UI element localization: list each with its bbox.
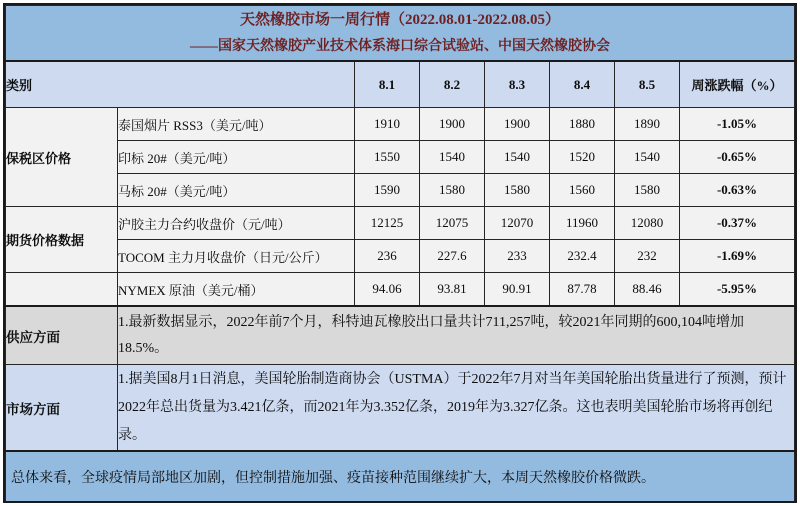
column-header-date-1: 8.1 bbox=[355, 61, 420, 108]
price-cell: 11960 bbox=[550, 207, 615, 240]
category-cell-empty bbox=[6, 273, 118, 307]
column-header-category: 类别 bbox=[6, 61, 355, 108]
weekly-change-cell: -5.95% bbox=[680, 273, 795, 307]
price-cell: 12080 bbox=[615, 207, 680, 240]
rubber-weekly-report-table bbox=[5, 5, 795, 501]
supply-section-label: 供应方面 bbox=[6, 306, 118, 365]
price-cell: 1520 bbox=[550, 141, 615, 174]
price-cell: 1540 bbox=[420, 141, 485, 174]
report-title: 天然橡胶市场一周行情（2022.08.01-2022.08.05） bbox=[240, 12, 560, 28]
weekly-change-cell: -0.63% bbox=[680, 174, 795, 207]
report-frame bbox=[3, 3, 797, 503]
price-cell: 1580 bbox=[485, 174, 550, 207]
price-cell: 12125 bbox=[355, 207, 420, 240]
price-cell: 87.78 bbox=[550, 273, 615, 307]
item-label: 印标 20#（美元/吨） bbox=[118, 141, 355, 174]
weekly-change-cell: -1.05% bbox=[680, 108, 795, 141]
price-cell: 94.06 bbox=[355, 273, 420, 307]
report-subtitle: ——国家天然橡胶产业技术体系海口综合试验站、中国天然橡胶协会 bbox=[190, 39, 610, 54]
price-cell: 1580 bbox=[420, 174, 485, 207]
title-cell bbox=[6, 6, 795, 62]
price-cell: 233 bbox=[485, 240, 550, 273]
table-row-malay-20 bbox=[6, 174, 795, 207]
price-cell: 90.91 bbox=[485, 273, 550, 307]
supply-section-text: 1.最新数据显示，2022年前7个月，科特迪瓦橡胶出口量共计711,257吨，较2021年同期的600,104吨增加18.5%。 bbox=[118, 306, 795, 365]
item-label: 泰国烟片 RSS3（美元/吨） bbox=[118, 108, 355, 141]
summary-row bbox=[6, 451, 795, 501]
weekly-change-cell: -0.65% bbox=[680, 141, 795, 174]
price-cell: 1910 bbox=[355, 108, 420, 141]
market-section-label: 市场方面 bbox=[6, 365, 118, 452]
market-section-text: 1.据美国8月1日消息，美国轮胎制造商协会（USTMA）于2022年7月对当年美国轮胎出货量进行了预测，预计2022年总出货量为3.421亿条，而2021年为3.352亿条，2019年为3.327亿条。这也表明美国轮胎市场将再创纪录。 bbox=[118, 365, 795, 452]
price-cell: 1890 bbox=[615, 108, 680, 141]
table-row-shfe-rubber bbox=[6, 207, 795, 240]
price-cell: 1540 bbox=[615, 141, 680, 174]
item-label: TOCOM 主力月收盘价（日元/公斤） bbox=[118, 240, 355, 273]
table-row-nymex bbox=[6, 273, 795, 307]
item-label: 马标 20#（美元/吨） bbox=[118, 174, 355, 207]
item-label: 沪胶主力合约收盘价（元/吨） bbox=[118, 207, 355, 240]
price-cell: 1900 bbox=[485, 108, 550, 141]
market-section-row bbox=[6, 365, 795, 452]
price-cell: 88.46 bbox=[615, 273, 680, 307]
supply-section-row bbox=[6, 306, 795, 365]
price-cell: 1550 bbox=[355, 141, 420, 174]
column-header-weekly-change: 周涨跌幅（%） bbox=[680, 61, 795, 108]
price-cell: 12070 bbox=[485, 207, 550, 240]
summary-text: 总体来看，全球疫情局部地区加剧，但控制措施加强、疫苗接种范围继续扩大，本周天然橡胶价格微跌。 bbox=[6, 451, 795, 501]
item-label: NYMEX 原油（美元/桶） bbox=[118, 273, 355, 307]
price-cell: 236 bbox=[355, 240, 420, 273]
price-cell: 93.81 bbox=[420, 273, 485, 307]
price-cell: 232.4 bbox=[550, 240, 615, 273]
price-cell: 1900 bbox=[420, 108, 485, 141]
price-cell: 1560 bbox=[550, 174, 615, 207]
price-cell: 1540 bbox=[485, 141, 550, 174]
price-cell: 232 bbox=[615, 240, 680, 273]
price-cell: 12075 bbox=[420, 207, 485, 240]
column-header-row bbox=[6, 61, 795, 108]
column-header-date-5: 8.5 bbox=[615, 61, 680, 108]
table-row-thai-rss3 bbox=[6, 108, 795, 141]
column-header-date-3: 8.3 bbox=[485, 61, 550, 108]
title-row bbox=[6, 6, 795, 62]
price-cell: 227.6 bbox=[420, 240, 485, 273]
table-row-tocom bbox=[6, 240, 795, 273]
price-cell: 1580 bbox=[615, 174, 680, 207]
price-cell: 1880 bbox=[550, 108, 615, 141]
weekly-change-cell: -1.69% bbox=[680, 240, 795, 273]
category-cell-futures: 期货价格数据 bbox=[6, 207, 118, 273]
column-header-date-4: 8.4 bbox=[550, 61, 615, 108]
table-row-indo-20 bbox=[6, 141, 795, 174]
weekly-change-cell: -0.37% bbox=[680, 207, 795, 240]
price-cell: 1590 bbox=[355, 174, 420, 207]
column-header-date-2: 8.2 bbox=[420, 61, 485, 108]
category-cell-bonded-zone: 保税区价格 bbox=[6, 108, 118, 207]
